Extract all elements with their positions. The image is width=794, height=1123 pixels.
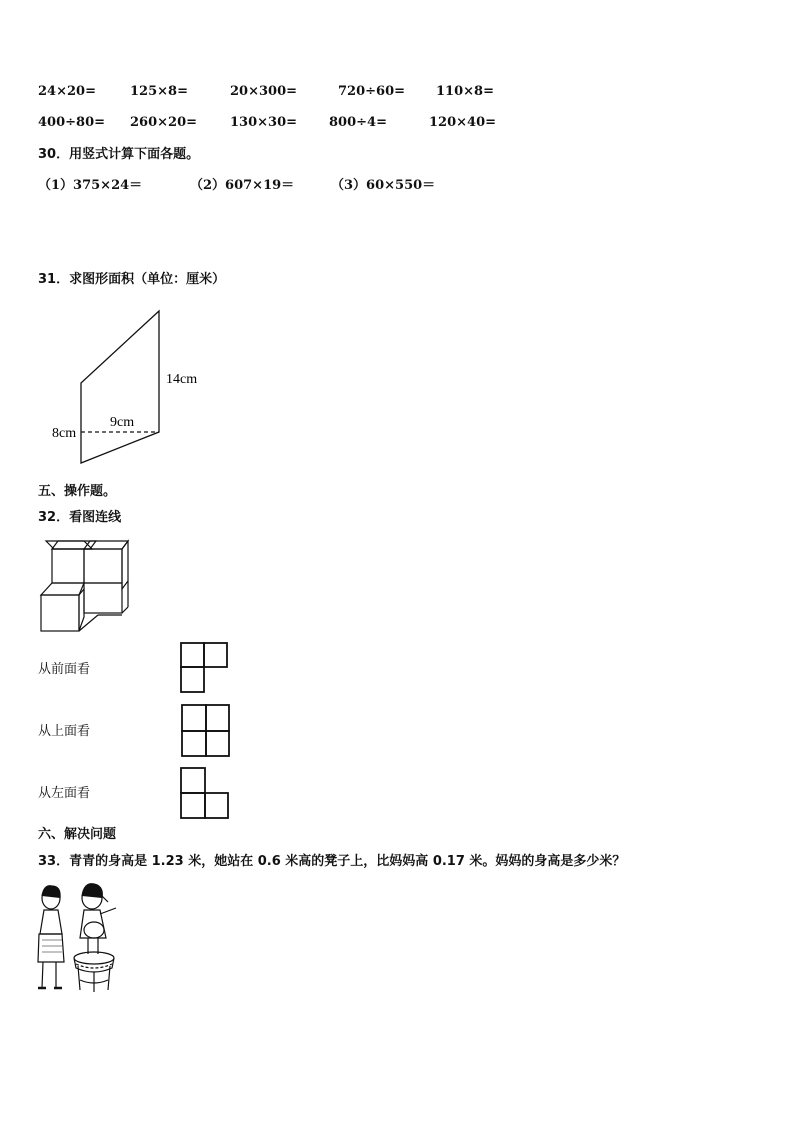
view-shape-a (180, 642, 230, 694)
q30-item-3: （3）60×550＝ (331, 178, 436, 193)
oral-item: 130×30= (230, 115, 298, 130)
cube-stack-figure (38, 537, 133, 635)
view-label-left: 从左面看 (38, 786, 91, 801)
view-shape-c (180, 767, 230, 821)
trapezoid-shape (81, 311, 159, 463)
oral-item: 20×300= (230, 84, 298, 99)
oral-item: 125×8= (130, 84, 188, 99)
oral-item: 120×40= (429, 115, 497, 130)
oral-item: 400÷80= (38, 115, 106, 130)
view-label-front: 从前面看 (38, 662, 91, 677)
oral-item: 800÷4= (329, 115, 387, 130)
base-label: 9cm (110, 415, 135, 430)
mother-and-girl-illustration (34, 880, 124, 998)
section-5-title: 五、操作题。 (38, 484, 117, 499)
oral-item: 24×20= (38, 84, 96, 99)
q30-item-2: （2）607×19＝ (190, 178, 295, 193)
q30-item-1: （1）375×24＝ (38, 178, 143, 193)
left-side-label: 8cm (52, 426, 77, 441)
view-shape-b (181, 704, 231, 758)
oral-item: 110×8= (436, 84, 494, 99)
q33-title: 33．青青的身高是 1.23 米，她站在 0.6 米高的凳子上，比妈妈高 0.17 米。妈妈的身高是多少米？ (38, 854, 626, 869)
section-6-title: 六、解决问题 (38, 827, 117, 842)
oral-item: 720÷60= (338, 84, 406, 99)
view-label-top: 从上面看 (38, 724, 91, 739)
trapezoid-figure (40, 300, 230, 470)
q30-title: 30．用竖式计算下面各题。 (38, 147, 200, 162)
q31-title: 31．求图形面积（单位：厘米） (38, 272, 226, 287)
oral-item: 260×20= (130, 115, 198, 130)
q32-title: 32．看图连线 (38, 510, 122, 525)
right-side-label: 14cm (166, 372, 198, 387)
